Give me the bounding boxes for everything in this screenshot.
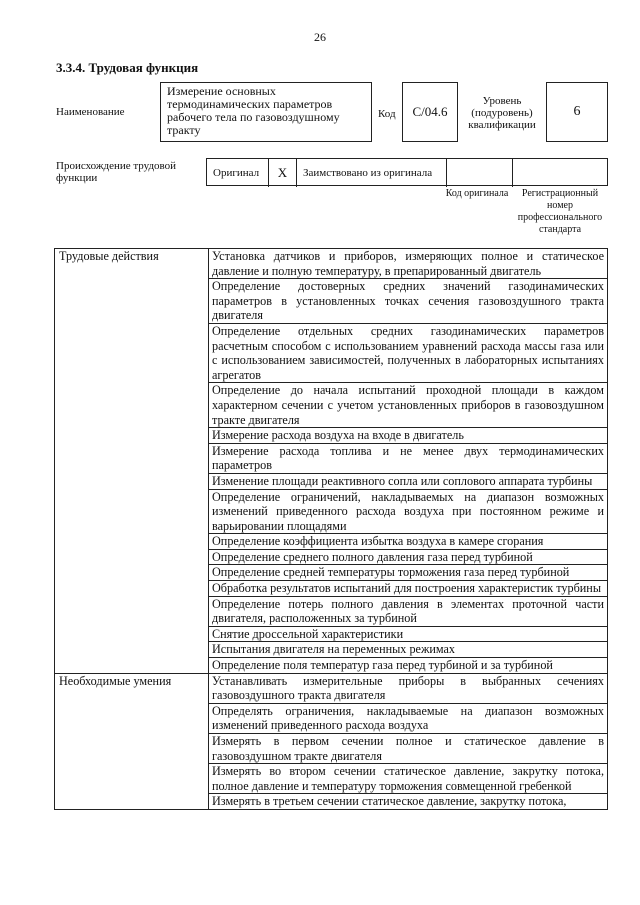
section-header: Необходимые умения — [55, 673, 209, 809]
original-mark: X — [269, 159, 297, 187]
code-label: Код — [378, 108, 396, 120]
section-header: Трудовые действия — [55, 249, 209, 674]
table-cell: Определение достоверных средних значений газодинамических параметров в установленных точках сечения газовоздушного тракта двигателя — [209, 279, 608, 324]
original-code-cell — [447, 159, 513, 187]
function-name-box: Измерение основных термодинамических параметров рабочего тела по газовоздушному тракту — [160, 82, 372, 142]
name-label: Наименование — [56, 106, 125, 118]
table-cell: Испытания двигателя на переменных режимах — [209, 642, 608, 658]
table-cell: Определение поля температур газа перед турбиной и за турбиной — [209, 658, 608, 674]
table-cell: Определение средней температуры торможения газа перед турбиной — [209, 565, 608, 581]
table-cell: Изменение площади реактивного сопла или соплового аппарата турбины — [209, 473, 608, 489]
table-row — [55, 673, 608, 703]
table-cell: Установка датчиков и приборов, измеряющих полное и статическое давление и полную температуру, в препарированный двигатель — [209, 249, 608, 279]
table-cell: Обработка результатов испытаний для построения характеристик турбины — [209, 581, 608, 597]
borrowed-label: Заимствовано из оригинала — [297, 159, 447, 187]
table-cell: Измерять в третьем сечении статическое давление, закрутку потока, — [209, 794, 608, 810]
table-cell: Измерение расхода воздуха на входе в двигатель — [209, 428, 608, 444]
origin-label: Происхождение трудовой функции — [56, 160, 177, 184]
table-cell: Устанавливать измерительные приборы в выбранных сечениях газовоздушного тракта двигателя — [209, 673, 608, 703]
table-cell: Измерять в первом сечении полное и статическое давление в газовоздушном тракте двигателя — [209, 734, 608, 764]
table-cell: Измерять во втором сечении статическое давление, закрутку потока, полное давление и температуру торможения совмещенной гребенкой — [209, 764, 608, 794]
table-cell: Определять ограничения, накладываемые на диапазон возможных изменений приведенного расхода воздуха — [209, 703, 608, 733]
registration-number-cell — [513, 159, 609, 187]
table-cell: Измерение расхода топлива и не менее двух термодинамических параметров — [209, 443, 608, 473]
table-cell: Определение среднего полного давления газа перед турбиной — [209, 549, 608, 565]
origin-row — [206, 158, 608, 186]
section-title: 3.3.4. Трудовая функция — [56, 60, 199, 75]
table-row — [55, 249, 608, 279]
table-cell: Определение ограничений, накладываемых на диапазон возможных изменений приведенного расхода воздуха при постоянном режиме и варьировании площадями — [209, 489, 608, 534]
table-cell: Определение потерь полного давления в элементах проточной части двигателя, расположенных за турбиной — [209, 596, 608, 626]
table-cell: Определение коэффициента избытка воздуха в камере сгорания — [209, 534, 608, 550]
original-label: Оригинал — [207, 159, 269, 187]
table-cell: Определение отдельных средних газодинамических параметров расчетным способом с использованием уравнений расхода массы газа или с использованием зависимостей, полученных в лабораторных испытаниях агрегатов — [209, 323, 608, 382]
table-cell: Определение до начала испытаний проходной площади в каждом характерном сечении с учетом установленных приборов в газовоздушном тракте двигателя — [209, 383, 608, 428]
registration-caption: Регистрационный номер профессионального стандарта — [517, 188, 603, 235]
labor-function-table — [54, 248, 608, 810]
code-value-box: C/04.6 — [402, 82, 458, 142]
level-label: Уровень (подуровень) квалификации — [468, 95, 536, 131]
code-original-caption: Код оригинала — [445, 188, 509, 199]
level-value-box: 6 — [546, 82, 608, 142]
page-number: 26 — [314, 30, 326, 44]
table-cell: Снятие дроссельной характеристики — [209, 626, 608, 642]
